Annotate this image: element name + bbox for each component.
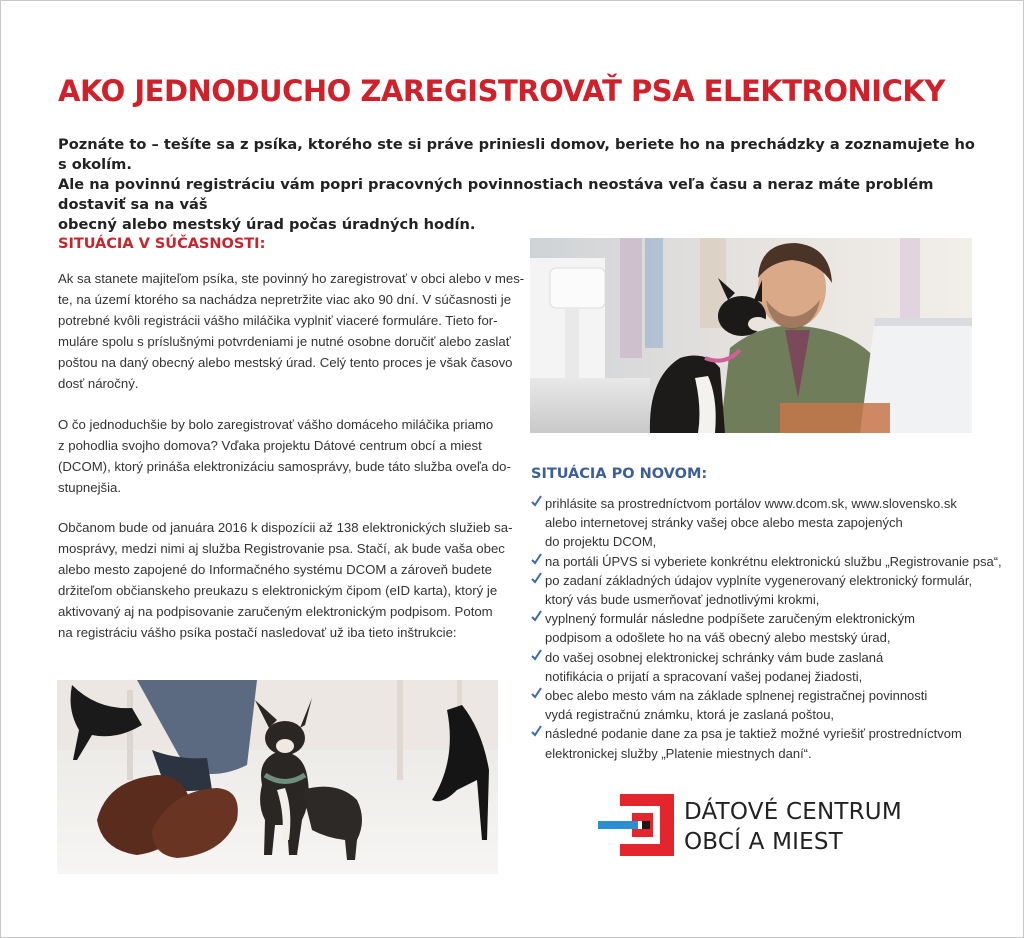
list-item: [531, 609, 991, 647]
list-item-text: do vašej osobnej elektronickej schránky vám bude zaslaná: [545, 649, 884, 665]
list-item: [531, 724, 991, 762]
paragraph-dcom-project: [58, 414, 511, 498]
text-line: Ak sa stanete majiteľom psíka, ste povinný ho zaregistrovať v obci alebo v mes-: [58, 271, 525, 286]
list-item: [531, 648, 991, 686]
check-icon: [531, 725, 542, 737]
text-line: mosprávy, medzi nimi aj služba Registrovanie psa. Stačí, ak bude vaša obec: [58, 541, 505, 556]
list-item: [531, 686, 991, 724]
man-with-dog-photo: [530, 238, 972, 433]
list-item-text: notifikácia o prijatí a spracovaní vašej podanej žiadosti,: [545, 668, 863, 684]
intro-text: [58, 135, 988, 235]
list-item-text: po zadaní základných údajov vyplníte vygenerovaný elektronický formulár,: [545, 572, 973, 588]
list-item-text: obec alebo mesto vám na základe splnenej registračnej povinnosti: [545, 688, 928, 704]
intro-line: Ale na povinnú registráciu vám popri pracovných povinnostiach neostáva veľa času a neraz máte problém dostaviť sa na váš: [58, 176, 934, 213]
logo-line: DÁTOVÉ CENTRUM: [684, 799, 902, 825]
list-item-text: podpisom a odošlete ho na váš obecný alebo mestský úrad,: [545, 630, 891, 646]
intro-line: Poznáte to – tešíte sa z psíka, ktorého ste si práve priniesli domov, beriete ho na prechádzky a zoznamujete ho s okolím.: [58, 136, 975, 173]
list-item-text: na portáli ÚPVS si vyberiete konkrétnu elektronickú službu „Registrovanie psa“,: [545, 553, 1002, 569]
list-item-text: vyplnený formulár následne podpíšete zaručeným elektronickým: [545, 611, 915, 627]
text-line: (DCOM), ktorý prináša elektronizáciu samosprávy, bude táto služba oveľa do-: [58, 459, 511, 474]
dcom-logo-mark: [598, 794, 674, 856]
list-item: [531, 552, 1002, 571]
list-item-text: následné podanie dane za psa je taktiež možné vyriešiť prostredníctvom: [545, 726, 962, 742]
check-icon: [531, 553, 542, 565]
check-icon: [531, 495, 542, 507]
text-line: držiteľom občianskeho preukazu s elektronickým čipom (eID karta), ktorý je: [58, 583, 498, 598]
text-line: dosť náročný.: [58, 376, 139, 391]
list-item-text: elektronickej služby „Platenie miestnych daní“.: [545, 745, 812, 761]
check-icon: [531, 649, 542, 661]
paragraph-services: [58, 517, 513, 643]
text-line: poštou na daný obecný alebo mestský úrad. Celý tento proces je však časovo: [58, 355, 513, 370]
dcom-logo-text: [684, 797, 902, 857]
section-heading-new: SITUÁCIA PO NOVOM:: [531, 466, 708, 482]
list-item: [531, 494, 991, 552]
logo-line: OBCÍ A MIEST: [684, 829, 843, 855]
intro-line: obecný alebo mestský úrad počas úradných hodín.: [58, 216, 476, 233]
page-title: AKO JEDNODUCHO ZAREGISTROVAŤ PSA ELEKTRONICKY: [58, 74, 945, 108]
instructions-list: [531, 494, 1002, 763]
text-line: O čo jednoduchšie by bolo zaregistrovať vášho domáceho miláčika priamo: [58, 417, 494, 432]
list-item-text: vydá registračnú známku, ktorá je zaslaná poštou,: [545, 707, 835, 723]
chihuahua-photo: [57, 680, 498, 874]
check-icon: [531, 687, 542, 699]
list-item-text: do projektu DCOM,: [545, 534, 657, 550]
text-line: Občanom bude od januára 2016 k dispozícii až 138 elektronických služieb sa-: [58, 520, 513, 535]
dcom-logo: [598, 794, 938, 858]
text-line: potrebné kvôli registrácii vášho miláčika vyplniť viaceré formuláre. Tieto for-: [58, 313, 498, 328]
list-item-text: prihlásite sa prostredníctvom portálov www.dcom.sk, www.slovensko.sk: [545, 496, 957, 511]
list-item-text: ktorý vás bude usmerňovať jednotlivými krokmi,: [545, 592, 820, 608]
paragraph-current-situation: [58, 268, 525, 394]
section-heading-current: SITUÁCIA V SÚČASNOSTI:: [58, 236, 266, 252]
list-item: [531, 571, 991, 609]
text-line: aktivovaný aj na podpisovanie zaručeným elektronickým podpisom. Potom: [58, 604, 493, 619]
check-icon: [531, 572, 542, 584]
text-line: stupnejšia.: [58, 480, 122, 495]
text-line: z pohodlia svojho domova? Vďaka projektu Dátové centrum obcí a miest: [58, 438, 482, 453]
text-line: na registráciu vášho psíka postačí nasledovať už iba tieto inštrukcie:: [58, 625, 457, 640]
list-item-text: alebo internetovej stránky vašej obce alebo mesta zapojených: [545, 515, 903, 531]
text-line: alebo mesto zapojené do Informačného systému DCOM a zároveň budete: [58, 562, 492, 577]
text-line: te, na území ktorého sa nachádza nepretržite viac ako 90 dní. V súčasnosti je: [58, 292, 512, 307]
text-line: muláre spolu s príslušnými potvrdeniami je nutné osobne doručiť alebo zaslať: [58, 334, 511, 349]
check-icon: [531, 610, 542, 622]
